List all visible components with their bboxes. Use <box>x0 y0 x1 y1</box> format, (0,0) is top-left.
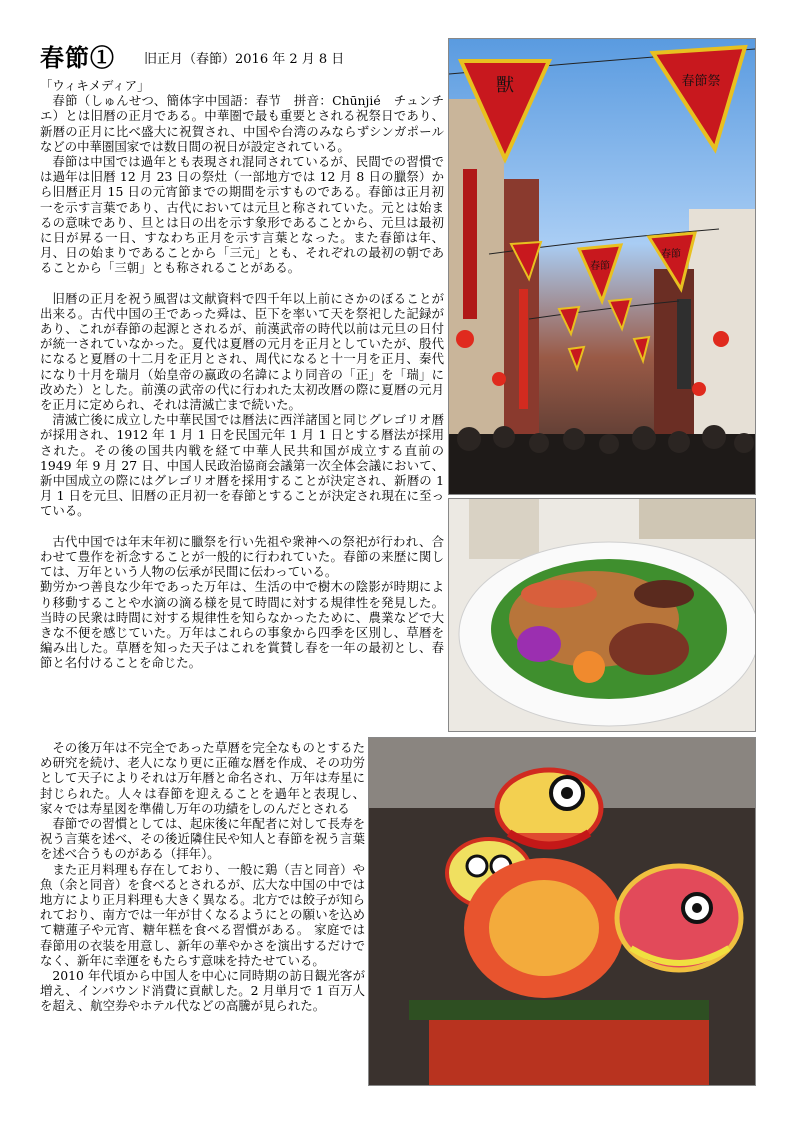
lantern <box>713 331 729 347</box>
vertical-sign <box>677 299 691 389</box>
salmon <box>521 580 597 608</box>
container <box>469 499 539 559</box>
banner-text: 春節祭 <box>681 74 721 89</box>
braised-meat <box>634 580 694 608</box>
paragraph: 春節は中国では過年とも表現され混同されているが、民間での習慣では過年は旧暦 12 月 23 日の祭灶（一部地方では 12 月 8 日の臘祭）から旧暦正月 15 日の元宵節までの期間を示すものである。春節は正月初一を示す言葉であり、古代においては元旦と称されていた。元とは始まるの意味であり、旦とは日の出を示す象形であることから、元旦は最初に日が昇る一日、すなわち正月を示す言葉となった。また春節は年、月、日の始まりであることから「三元」とも、それぞれの最初の朝であることから「三朝」とも称されることがある。 <box>40 154 444 276</box>
vertical-sign <box>463 169 477 319</box>
page-title: 春節① <box>40 43 115 72</box>
banner-flag <box>653 47 745 149</box>
vertical-sign <box>519 289 528 409</box>
citrus-slice <box>573 651 605 683</box>
source-label: 「ウィキメディア」 <box>40 78 150 93</box>
sliced-meat <box>609 623 689 675</box>
paragraph: 古代中国では年末年初に臘祭を行い先祖や衆神への祭祀が行われ、合わせて豊作を祈念することが一般的に行われていた。春節の来歴に関しては、万年という人物の伝承が民間に伝わっている。 <box>40 533 444 580</box>
paragraph: 2010 年代頃から中国人を中心に同時期の訪日観光客が増え、インバウンド消費に貢献した。2 月単月で 1 百万人を超え、航空券やホテル代などの高騰が見られた。 <box>40 968 365 1014</box>
paragraph: その後万年は不完全であった草暦を完全なものとするため研究を続け、老人になり更に正確な暦を作成、その功労として天子によりそれは万年暦と命名され、万年は寿星に封じられた。人々は春節を迎えることを過年と表現し、家々では寿星図を準備し万年の功績をしのんだとされる <box>40 740 365 816</box>
dish-scene <box>449 499 755 731</box>
lantern <box>492 372 506 386</box>
paragraph: 清滅亡後に成立した中華民国では暦法に西洋諸国と同じグレゴリオ暦が採用され、1912 年 1 月 1 日を民国元年 1 月 1 日とする暦法が採用された。その後の国共内戦を経て中華人民共和国が成立する直前の 1949 年 9 月 27 日、中国人民政治協商会議第一次全体会議において、新中国成立の際にはグレゴリオ暦を採用することが決定され、新暦の 1 月 1 日を元旦、旧暦の正月初一を春節とすることが決定され現在に至っている。 <box>40 412 444 519</box>
paragraph: 春節（しゅんせつ、簡体字中国語：春节 拼音：Chūnjié チュンチエ）とは旧暦の正月である。中華圏で最も重要とされる祝祭日であり、新暦の正月に比べ盛大に祝賀され、中国や台湾のみならずシンガポールなどの中華圏国家では数日間の祝日が設定されている。 <box>40 93 444 154</box>
lion-lantern-photo <box>368 737 756 1086</box>
street-scene <box>449 39 755 494</box>
paragraph: また正月料理も存在しており、一般に鶏（吉と同音）や魚（余と同音）を食べるとされるが、広大な中国の中では地方により正月料理も大きく異なる。北方では餃子が知られており、南方では一年が甘くなるようにとの願いを込めて糖蓮子や元宵、糖年糕を食べる習慣がある。 家庭では春節用の衣装を用意し、新年の華やかさを演出するだけでなく、新年に幸運をもたらす意味を持たせている。 <box>40 861 365 968</box>
article-column-top <box>40 78 444 671</box>
banner-text: 春節 <box>590 261 610 272</box>
new-year-dish-photo <box>448 498 756 732</box>
greenery <box>409 1000 709 1020</box>
lantern <box>692 382 706 396</box>
paragraph: 旧暦の正月を祝う風習は文献資料で四千年以上前にさかのぼることが出来る。古代中国の王であった舜は、臣下を率いて天を祭祀した記録があり、これが春節の起源とされるが、前漢武帝の時代以前は元旦の日付が統一されていなかった。夏代は夏暦の元月を正月としていたが、殷代になると夏暦の十二月を正月とされ、周代になると十一月を正月、秦代になり十月を瑞月（始皇帝の嬴政の名諱により同音の「正」を「瑞」に改めた）とした。前漢の武帝の代に行われた太初改暦の際に夏暦の元月を正月に定められ、それは清滅亡まで続いた。 <box>40 290 444 413</box>
paragraph: 春節での習慣としては、起床後に年配者に対して長寿を祝う言葉を述べ、その後近隣住民や知人と春節を祝う言葉を述べ合うものがある（拝年）。 <box>40 816 365 862</box>
display-base <box>429 1018 709 1085</box>
banner-text: 春節 <box>661 249 681 260</box>
page-subtitle: 旧正月（春節）2016 年 2 月 8 日 <box>144 52 345 67</box>
container <box>639 499 755 539</box>
paragraph: 勤労かつ善良な少年であった万年は、生活の中で樹木の陰影が時期により移動することや水滴の滴る様を見て時間に対する規律性を発見した。当時の民衆は時間に対する規律性を知らなかったために、農業などで大きな不便を感じていた。万年はこれらの事象から四季を区別し、草暦を編み出した。草暦を知った天子はこれを賞賛し春を一年の最初とし、春節と名付けることを命じた。 <box>40 579 444 671</box>
lantern <box>456 330 474 348</box>
banner-flag <box>579 245 621 301</box>
banner-text: 獸 <box>496 75 514 96</box>
article-column-bottom <box>40 740 365 1014</box>
chinatown-street-photo <box>448 38 756 495</box>
orchid-flower <box>517 626 561 662</box>
lion-scene <box>369 738 755 1085</box>
